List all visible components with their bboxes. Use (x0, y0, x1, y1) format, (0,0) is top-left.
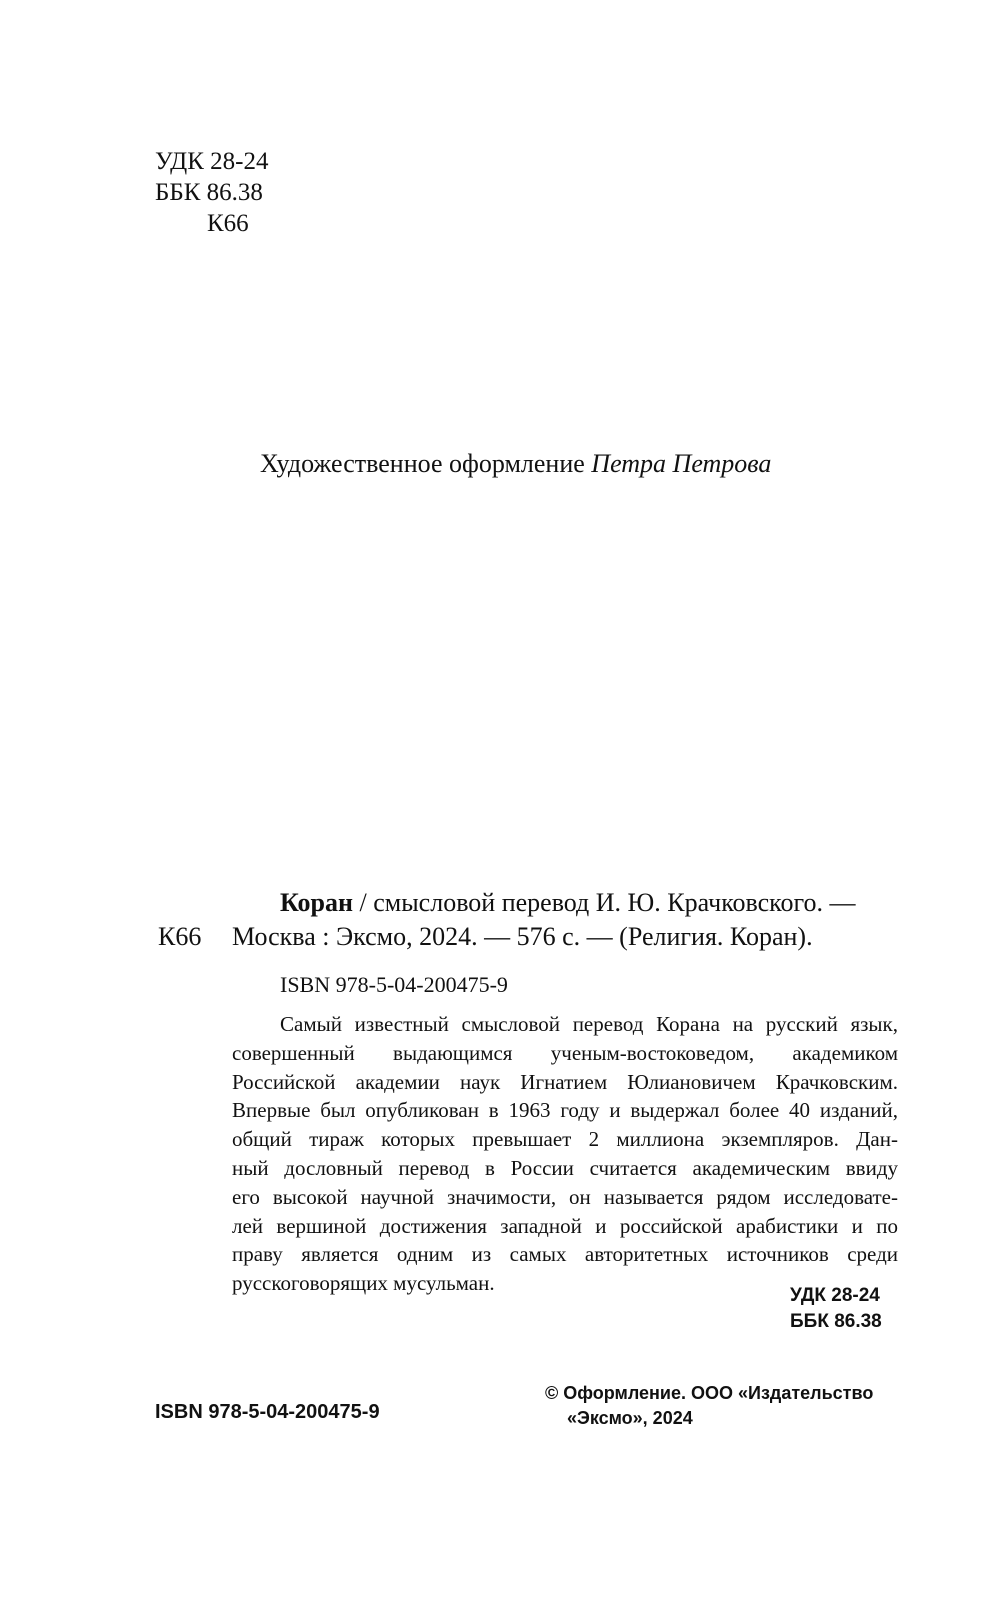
annotation-line: праву является одним из самых авторитетных источников среди (232, 1242, 898, 1267)
citation-isbn: ISBN 978-5-04-200475-9 (280, 972, 508, 997)
bbk-code-bottom: ББК 86.38 (790, 1311, 882, 1332)
annotation-line: совершенный выдающимся ученым-востоковедом, академиком (232, 1040, 898, 1065)
design-credit (260, 447, 771, 481)
copyright-notice (545, 1381, 873, 1431)
isbn-bottom: ISBN 978-5-04-200475-9 (155, 1401, 380, 1423)
annotation-line: лей вершиной достижения западной и российской арабистики и по (232, 1213, 898, 1238)
citation-author-mark: К66 (158, 922, 202, 951)
annotation-line: ный дословный перевод в России считается академическим ввиду (232, 1155, 898, 1180)
bibliographic-citation (232, 886, 902, 954)
classification-codes-bottom (790, 1283, 882, 1335)
annotation-paragraph (232, 1010, 898, 1298)
book-title: Коран (280, 888, 353, 917)
classification-codes-top (155, 146, 268, 239)
annotation-line: Впервые был опубликован в 1963 году и выдержал более 40 изданий, (232, 1098, 898, 1123)
udk-code: УДК 28-24 (155, 148, 269, 175)
design-credit-label: Художественное оформление (260, 449, 585, 478)
udk-code-bottom: УДК 28-24 (790, 1285, 880, 1306)
bbk-code: ББК 86.38 (155, 179, 263, 206)
annotation-line: Российской академии наук Игнатием Юлиановичем Крачковским. (232, 1069, 898, 1094)
citation-responsibility: / смысловой перевод И. Ю. Крачковского. — (353, 888, 856, 917)
citation-line-2: Москва : Эксмо, 2024. — 576 с. — (Религия. Коран). (232, 922, 813, 951)
designer-name: Петра Петрова (591, 449, 772, 478)
copyright-line-2: «Эксмо», 2024 (567, 1408, 693, 1428)
copyright-line-1: © Оформление. ООО «Издательство (545, 1383, 874, 1403)
annotation-line: его высокой научной значимости, он называется рядом исследовате- (232, 1184, 898, 1209)
citation-line-1 (232, 886, 902, 920)
annotation-line: Самый известный смысловой перевод Корана на русский язык, (280, 1012, 898, 1036)
annotation-line: общий тираж которых превышает 2 миллиона экземпляров. Дан- (232, 1127, 898, 1152)
annotation-line: русскоговорящих мусульман. (232, 1271, 495, 1296)
author-mark: К66 (207, 210, 249, 237)
